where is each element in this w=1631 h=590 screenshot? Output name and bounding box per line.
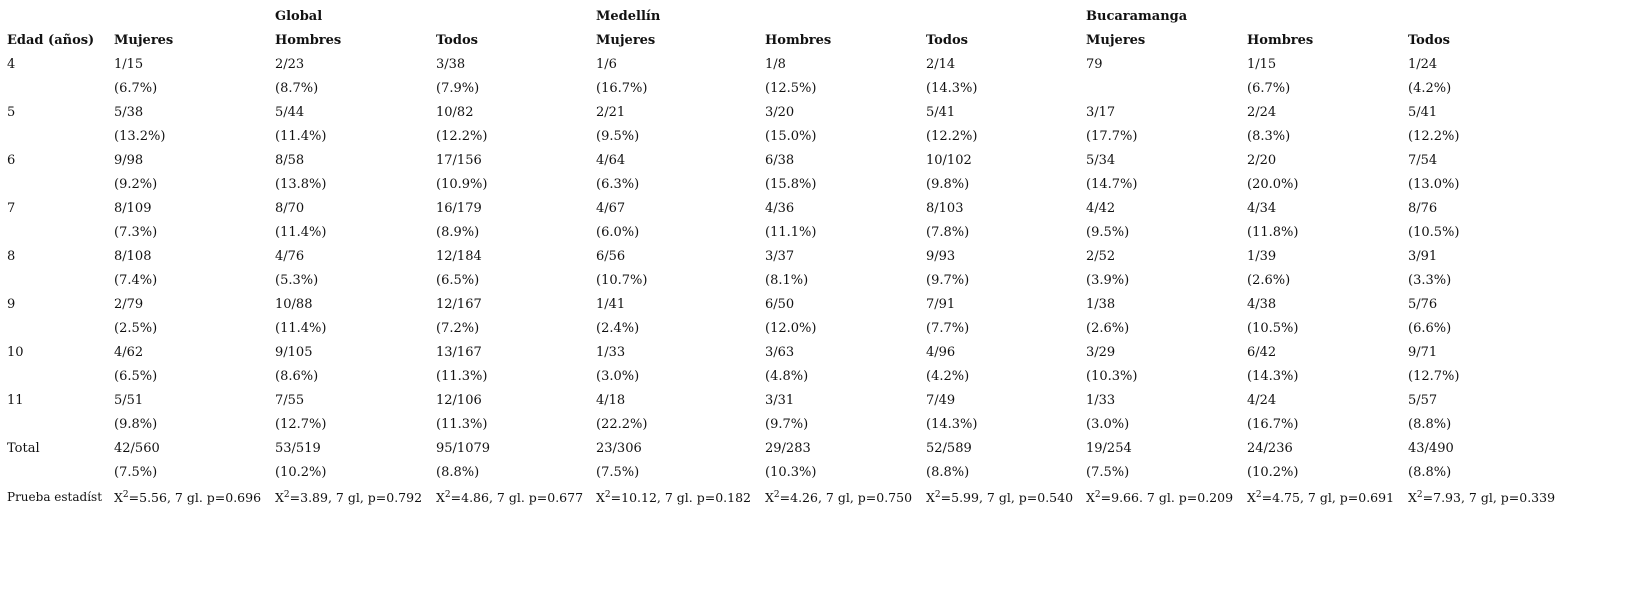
column-header-bucaramanga-mujeres: Mujeres	[1086, 32, 1146, 48]
count-cell: 13/167	[436, 344, 482, 360]
percent-cell: (4.2%)	[1408, 80, 1452, 96]
percent-cell: (15.8%)	[765, 176, 817, 192]
column-header-global-hombres: Hombres	[275, 32, 342, 48]
age-cell: 11	[7, 392, 24, 408]
percent-cell	[1079, 76, 1240, 100]
percent-cell: (11.1%)	[765, 224, 817, 240]
percent-cell: (4.8%)	[765, 368, 809, 384]
statistical-test-label: Prueba estadíst	[7, 490, 103, 504]
percent-cell: (6.5%)	[436, 272, 480, 288]
count-cell: 6/42	[1247, 344, 1277, 360]
chi-square-result	[429, 484, 589, 510]
chi-symbol: X	[596, 489, 605, 505]
chi-square-result	[758, 484, 919, 510]
percent-cell: (14.3%)	[926, 80, 978, 96]
count-cell: 1/33	[1086, 392, 1116, 408]
chi-symbol: X	[436, 489, 445, 505]
group-header-empty	[107, 4, 268, 28]
prevalence-table	[0, 4, 1561, 510]
chi-value: =4.26, 7 gl, p=0.750	[779, 489, 913, 505]
percent-cell: (3.0%)	[1086, 416, 1130, 432]
count-cell: 9/71	[1408, 344, 1438, 360]
percent-cell: (7.2%)	[436, 320, 480, 336]
age-cell: 8	[7, 248, 16, 264]
percent-cell: (9.8%)	[114, 416, 158, 432]
percent-cell: (8.1%)	[765, 272, 809, 288]
count-cell: 7/91	[926, 296, 956, 312]
age-cell-empty	[0, 316, 107, 340]
count-cell: 2/21	[596, 104, 626, 120]
count-cell: 5/76	[1408, 296, 1438, 312]
percent-cell: (10.3%)	[765, 464, 817, 480]
chi-square-result	[107, 484, 268, 510]
column-header-medellin-hombres: Hombres	[765, 32, 832, 48]
group-header-global: Global	[275, 8, 323, 24]
chi-symbol: X	[1408, 489, 1417, 505]
percent-cell: (6.6%)	[1408, 320, 1452, 336]
percent-cell: (8.3%)	[1247, 128, 1291, 144]
percent-cell: (12.0%)	[765, 320, 817, 336]
chi-exponent: 2	[604, 489, 611, 500]
percent-cell: (8.8%)	[1408, 416, 1452, 432]
count-cell: 5/41	[1408, 104, 1438, 120]
count-cell: 17/156	[436, 152, 482, 168]
count-cell: 4/42	[1086, 200, 1116, 216]
percent-cell: (16.7%)	[596, 80, 648, 96]
count-cell: 3/37	[765, 248, 795, 264]
statistical-test-row	[0, 484, 1561, 510]
count-cell: 1/24	[1408, 56, 1438, 72]
percent-cell: (6.0%)	[596, 224, 640, 240]
count-cell: 8/70	[275, 200, 305, 216]
count-cell: 3/17	[1086, 104, 1116, 120]
percent-cell: (14.7%)	[1086, 176, 1138, 192]
chi-symbol: X	[1247, 489, 1256, 505]
count-cell: 7/55	[275, 392, 305, 408]
chi-value: =9.66. 7 gl. p=0.209	[1100, 489, 1234, 505]
chi-value: =4.86, 7 gl. p=0.677	[450, 489, 584, 505]
age-cell: 5	[7, 104, 16, 120]
percent-cell: (17.7%)	[1086, 128, 1138, 144]
count-cell: 6/38	[765, 152, 795, 168]
percent-cell: (10.2%)	[275, 464, 327, 480]
count-cell: 23/306	[596, 440, 642, 456]
percent-cell: (10.9%)	[436, 176, 488, 192]
table-row	[0, 148, 1561, 172]
percent-cell: (9.7%)	[765, 416, 809, 432]
group-header-medellin: Medellín	[596, 8, 661, 24]
percent-cell: (13.8%)	[275, 176, 327, 192]
count-cell: 5/51	[114, 392, 144, 408]
percent-cell: (12.7%)	[1408, 368, 1460, 384]
age-cell-empty	[0, 220, 107, 244]
chi-symbol: X	[765, 489, 774, 505]
percent-cell: (8.7%)	[275, 80, 319, 96]
count-cell: 4/62	[114, 344, 144, 360]
percent-cell: (14.3%)	[1247, 368, 1299, 384]
percent-cell: (10.5%)	[1247, 320, 1299, 336]
count-cell: 4/34	[1247, 200, 1277, 216]
percent-cell: (11.8%)	[1247, 224, 1299, 240]
percent-cell: (3.9%)	[1086, 272, 1130, 288]
column-header-medellin-mujeres: Mujeres	[596, 32, 656, 48]
group-header-row	[0, 4, 1561, 28]
chi-value: =4.75, 7 gl, p=0.691	[1261, 489, 1395, 505]
count-cell: 4/24	[1247, 392, 1277, 408]
count-cell: 5/38	[114, 104, 144, 120]
table-row	[0, 244, 1561, 268]
chi-exponent: 2	[122, 489, 129, 500]
age-cell-empty	[0, 172, 107, 196]
chi-symbol: X	[275, 489, 284, 505]
group-header-bucaramanga: Bucaramanga	[1086, 8, 1188, 24]
count-cell: 1/41	[596, 296, 626, 312]
count-cell: 5/57	[1408, 392, 1438, 408]
table-row	[0, 268, 1561, 292]
column-header-global-todos: Todos	[436, 32, 478, 48]
percent-cell: (7.7%)	[926, 320, 970, 336]
percent-cell: (6.5%)	[114, 368, 158, 384]
count-cell: 9/93	[926, 248, 956, 264]
chi-square-result	[268, 484, 429, 510]
age-cell: 4	[7, 56, 16, 72]
percent-cell: (9.7%)	[926, 272, 970, 288]
count-cell: 8/108	[114, 248, 152, 264]
percent-cell: (12.5%)	[765, 80, 817, 96]
table-row	[0, 436, 1561, 460]
percent-cell: (10.2%)	[1247, 464, 1299, 480]
group-header-empty	[0, 4, 107, 28]
percent-cell: (12.2%)	[926, 128, 978, 144]
age-cell-empty	[0, 76, 107, 100]
age-cell: 7	[7, 200, 16, 216]
age-cell: 9	[7, 296, 16, 312]
chi-square-result	[1079, 484, 1240, 510]
table-row	[0, 124, 1561, 148]
percent-cell: (13.2%)	[114, 128, 166, 144]
percent-cell: (12.2%)	[1408, 128, 1460, 144]
percent-cell: (7.9%)	[436, 80, 480, 96]
percent-cell: (8.9%)	[436, 224, 480, 240]
count-cell: 1/38	[1086, 296, 1116, 312]
percent-cell: (7.8%)	[926, 224, 970, 240]
count-cell: 7/49	[926, 392, 956, 408]
age-cell-empty	[0, 412, 107, 436]
column-header-row	[0, 28, 1561, 52]
table-row	[0, 388, 1561, 412]
count-cell: 4/76	[275, 248, 305, 264]
percent-cell: (9.2%)	[114, 176, 158, 192]
count-cell: 42/560	[114, 440, 160, 456]
count-cell: 8/58	[275, 152, 305, 168]
count-cell: 7/54	[1408, 152, 1438, 168]
count-cell: 1/15	[114, 56, 144, 72]
percent-cell: (14.3%)	[926, 416, 978, 432]
table-row	[0, 52, 1561, 76]
percent-cell: (11.4%)	[275, 128, 327, 144]
percent-cell: (2.6%)	[1247, 272, 1291, 288]
count-cell: 29/283	[765, 440, 811, 456]
count-cell: 5/34	[1086, 152, 1116, 168]
chi-value: =5.56, 7 gl. p=0.696	[128, 489, 262, 505]
age-cell: 6	[7, 152, 16, 168]
table-row	[0, 364, 1561, 388]
count-cell: 8/76	[1408, 200, 1438, 216]
count-cell: 43/490	[1408, 440, 1454, 456]
percent-cell: (12.2%)	[436, 128, 488, 144]
age-cell-empty	[0, 364, 107, 388]
count-cell: 8/109	[114, 200, 152, 216]
percent-cell: (22.2%)	[596, 416, 648, 432]
percent-cell: (4.2%)	[926, 368, 970, 384]
chi-exponent: 2	[1255, 489, 1262, 500]
count-cell: 16/179	[436, 200, 482, 216]
count-cell: 2/20	[1247, 152, 1277, 168]
chi-value: =7.93, 7 gl, p=0.339	[1422, 489, 1556, 505]
count-cell: 10/88	[275, 296, 313, 312]
count-cell: 3/91	[1408, 248, 1438, 264]
count-cell: 1/6	[596, 56, 617, 72]
chi-value: =10.12, 7 gl. p=0.182	[610, 489, 751, 505]
chi-square-result	[919, 484, 1079, 510]
chi-square-result	[1240, 484, 1401, 510]
chi-symbol: X	[1086, 489, 1095, 505]
percent-cell: (7.4%)	[114, 272, 158, 288]
count-cell: 5/44	[275, 104, 305, 120]
count-cell: 10/102	[926, 152, 972, 168]
chi-square-result	[1401, 484, 1561, 510]
percent-cell: (8.8%)	[436, 464, 480, 480]
percent-cell: (5.3%)	[275, 272, 319, 288]
percent-cell: (15.0%)	[765, 128, 817, 144]
age-cell-empty	[0, 460, 107, 484]
age-cell-empty	[0, 268, 107, 292]
chi-value: =5.99, 7 gl, p=0.540	[940, 489, 1074, 505]
count-cell: 19/254	[1086, 440, 1132, 456]
table-row	[0, 100, 1561, 124]
table-body	[0, 4, 1561, 510]
percent-cell: (9.5%)	[1086, 224, 1130, 240]
percent-cell: (7.5%)	[596, 464, 640, 480]
percent-cell: (10.7%)	[596, 272, 648, 288]
count-cell: 4/36	[765, 200, 795, 216]
count-cell: 24/236	[1247, 440, 1293, 456]
table-row	[0, 412, 1561, 436]
table-row	[0, 220, 1561, 244]
column-header-age: Edad (años)	[7, 32, 95, 48]
count-cell: 3/38	[436, 56, 466, 72]
count-cell: 79	[1086, 56, 1103, 72]
age-cell-empty	[0, 124, 107, 148]
age-cell: Total	[7, 440, 40, 456]
percent-cell: (11.3%)	[436, 368, 488, 384]
chi-value: =3.89, 7 gl, p=0.792	[289, 489, 423, 505]
count-cell: 6/50	[765, 296, 795, 312]
count-cell: 2/14	[926, 56, 956, 72]
age-cell: 10	[7, 344, 24, 360]
percent-cell: (8.8%)	[1408, 464, 1452, 480]
count-cell: 4/18	[596, 392, 626, 408]
chi-square-result	[589, 484, 758, 510]
count-cell: 52/589	[926, 440, 972, 456]
percent-cell: (2.4%)	[596, 320, 640, 336]
percent-cell: (12.7%)	[275, 416, 327, 432]
percent-cell: (6.7%)	[1247, 80, 1291, 96]
column-header-bucaramanga-hombres: Hombres	[1247, 32, 1314, 48]
percent-cell: (8.8%)	[926, 464, 970, 480]
count-cell: 1/39	[1247, 248, 1277, 264]
percent-cell: (11.3%)	[436, 416, 488, 432]
percent-cell: (7.5%)	[1086, 464, 1130, 480]
count-cell: 4/67	[596, 200, 626, 216]
percent-cell: (8.6%)	[275, 368, 319, 384]
percent-cell: (3.3%)	[1408, 272, 1452, 288]
chi-exponent: 2	[773, 489, 780, 500]
percent-cell: (9.5%)	[596, 128, 640, 144]
count-cell: 2/52	[1086, 248, 1116, 264]
count-cell: 1/33	[596, 344, 626, 360]
percent-cell: (2.6%)	[1086, 320, 1130, 336]
table-row	[0, 316, 1561, 340]
chi-symbol: X	[114, 489, 123, 505]
percent-cell: (20.0%)	[1247, 176, 1299, 192]
percent-cell: (6.3%)	[596, 176, 640, 192]
chi-exponent: 2	[1094, 489, 1101, 500]
count-cell: 8/103	[926, 200, 964, 216]
column-header-bucaramanga-todos: Todos	[1408, 32, 1450, 48]
column-header-global-mujeres: Mujeres	[114, 32, 174, 48]
chi-exponent: 2	[444, 489, 451, 500]
count-cell: 53/519	[275, 440, 321, 456]
count-cell: 12/184	[436, 248, 482, 264]
count-cell: 3/63	[765, 344, 795, 360]
table-row	[0, 172, 1561, 196]
count-cell: 10/82	[436, 104, 474, 120]
percent-cell: (10.5%)	[1408, 224, 1460, 240]
table-row	[0, 292, 1561, 316]
count-cell: 3/31	[765, 392, 795, 408]
percent-cell: (16.7%)	[1247, 416, 1299, 432]
percent-cell: (7.5%)	[114, 464, 158, 480]
count-cell: 2/79	[114, 296, 144, 312]
count-cell: 12/167	[436, 296, 482, 312]
chi-symbol: X	[926, 489, 935, 505]
percent-cell: (10.3%)	[1086, 368, 1138, 384]
count-cell: 4/38	[1247, 296, 1277, 312]
count-cell: 1/8	[765, 56, 786, 72]
percent-cell: (2.5%)	[114, 320, 158, 336]
count-cell: 4/96	[926, 344, 956, 360]
table-row	[0, 76, 1561, 100]
count-cell: 12/106	[436, 392, 482, 408]
percent-cell: (6.7%)	[114, 80, 158, 96]
column-header-medellin-todos: Todos	[926, 32, 968, 48]
percent-cell: (11.4%)	[275, 224, 327, 240]
table-row	[0, 340, 1561, 364]
count-cell: 9/105	[275, 344, 313, 360]
percent-cell: (7.3%)	[114, 224, 158, 240]
table-row	[0, 196, 1561, 220]
chi-exponent: 2	[1416, 489, 1423, 500]
count-cell: 1/15	[1247, 56, 1277, 72]
count-cell: 6/56	[596, 248, 626, 264]
percent-cell: (3.0%)	[596, 368, 640, 384]
count-cell: 2/23	[275, 56, 305, 72]
count-cell: 3/29	[1086, 344, 1116, 360]
percent-cell: (9.8%)	[926, 176, 970, 192]
count-cell: 2/24	[1247, 104, 1277, 120]
chi-exponent: 2	[934, 489, 941, 500]
count-cell: 9/98	[114, 152, 144, 168]
count-cell: 95/1079	[436, 440, 491, 456]
table-row	[0, 460, 1561, 484]
chi-exponent: 2	[283, 489, 290, 500]
percent-cell: (11.4%)	[275, 320, 327, 336]
count-cell: 4/64	[596, 152, 626, 168]
count-cell: 5/41	[926, 104, 956, 120]
count-cell: 3/20	[765, 104, 795, 120]
percent-cell: (13.0%)	[1408, 176, 1460, 192]
